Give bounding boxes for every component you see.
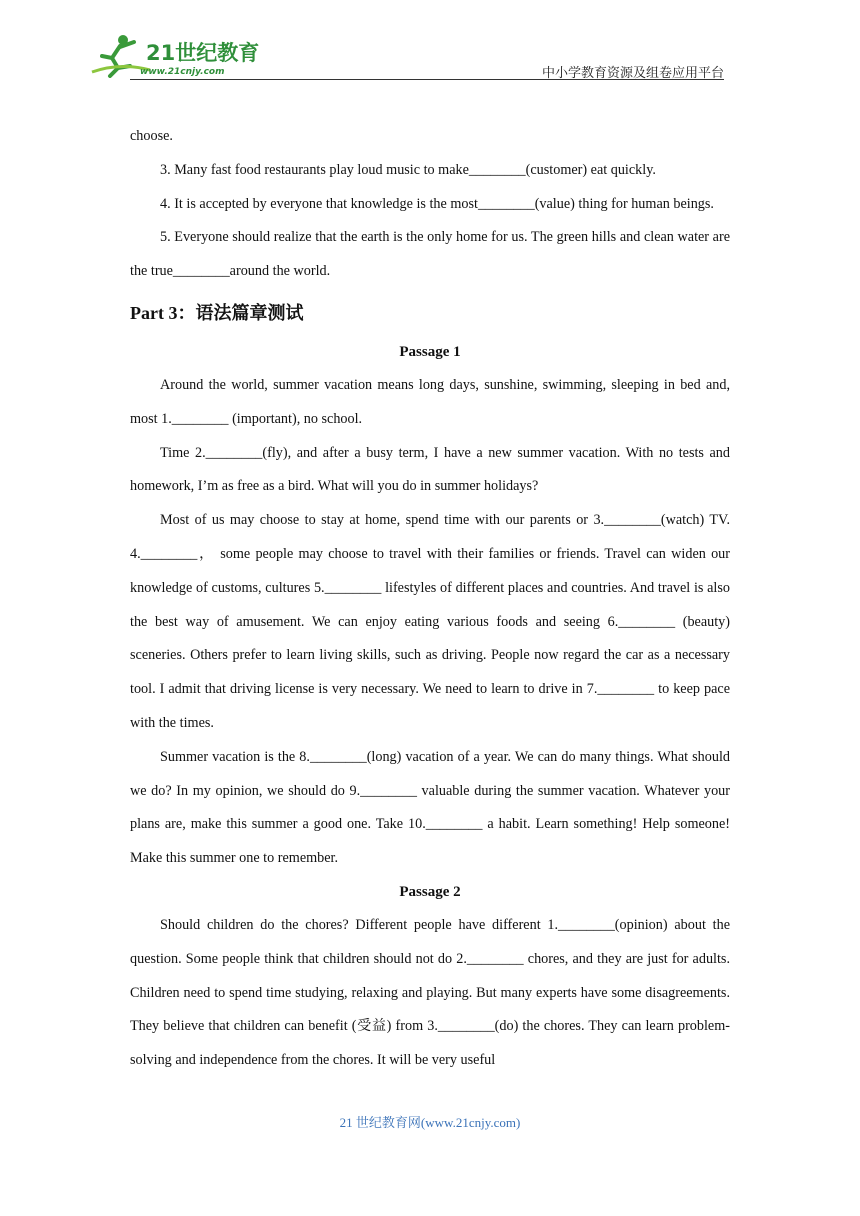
passage-1-title: Passage 1	[399, 343, 461, 360]
exercise-item-3: 3. Many fast food restaurants play loud music to make________(customer) eat quickly.	[160, 161, 656, 178]
page-footer: 21 世纪教育网(www.21cnjy.com)	[339, 1115, 521, 1130]
logo-21cnjy	[90, 32, 265, 78]
header-tagline: 中小学教育资源及组卷应用平台	[541, 66, 724, 81]
header-rule	[130, 79, 724, 80]
page-header	[90, 28, 724, 82]
section-heading: Part 3：语法篇章测试	[130, 302, 304, 323]
exercise-item-4: 4. It is accepted by everyone that knowledge is the most________(value) thing for human beings.	[160, 195, 714, 212]
svg-text:21世纪教育: 21世纪教育	[146, 41, 260, 65]
passage-1-paragraph: Summer vacation is the 8.________(long) vacation of a year. We can do many things. What should we do? In my opinion, we should do 9.________ valuable during the summer vacation. Whatever your plans are, make this summer a good one. Take 10.________ a habit. Learn something! Help someone! Make this summer one to remember.	[130, 748, 730, 867]
passage-1-paragraph: Around the world, summer vacation means long days, sunshine, swimming, sleeping in bed and, most 1.________ (important), no school.	[130, 376, 730, 427]
document-body	[130, 120, 730, 1078]
passage-1-paragraph: Most of us may choose to stay at home, spend time with our parents or 3.________(watch) TV. 4.________， some people may choose to travel with their families or friends. Travel can widen our knowledge of customs, cultures 5.________ lifestyles of different places and countries. And travel is also the best way of amusement. We can enjoy eating various foods and seeing 6.________ (beauty) sceneries. Others prefer to learn living skills, such as driving. People now regard the car as a necessary tool. I admit that driving license is very necessary. We need to learn to drive in 7.________ to keep pace with the times.	[130, 512, 730, 731]
passage-1-paragraph: Time 2.________(fly), and after a busy term, I have a new summer vacation. With no tests and homework, I’m as free as a bird. What will you do in summer holidays?	[130, 444, 730, 495]
paragraph-fragment: choose.	[130, 128, 173, 144]
svg-text:www.21cnjy.com: www.21cnjy.com	[140, 67, 225, 77]
passage-2-title: Passage 2	[399, 883, 461, 900]
exercise-item-5: 5. Everyone should realize that the earth is the only home for us. The green hills and clean water are the true________around the world.	[130, 229, 730, 280]
passage-2-paragraph: Should children do the chores? Different people have different 1.________(opinion) about the question. Some people think that children should not do 2.________ chores, and they are just for adults. Children need to spend time studying, relaxing and playing. But many experts have some disagreements. They believe that children can benefit (受益) from 3.________(do) the chores. They can learn problem-solving and independence from the chores. It will be very useful	[130, 916, 730, 1069]
